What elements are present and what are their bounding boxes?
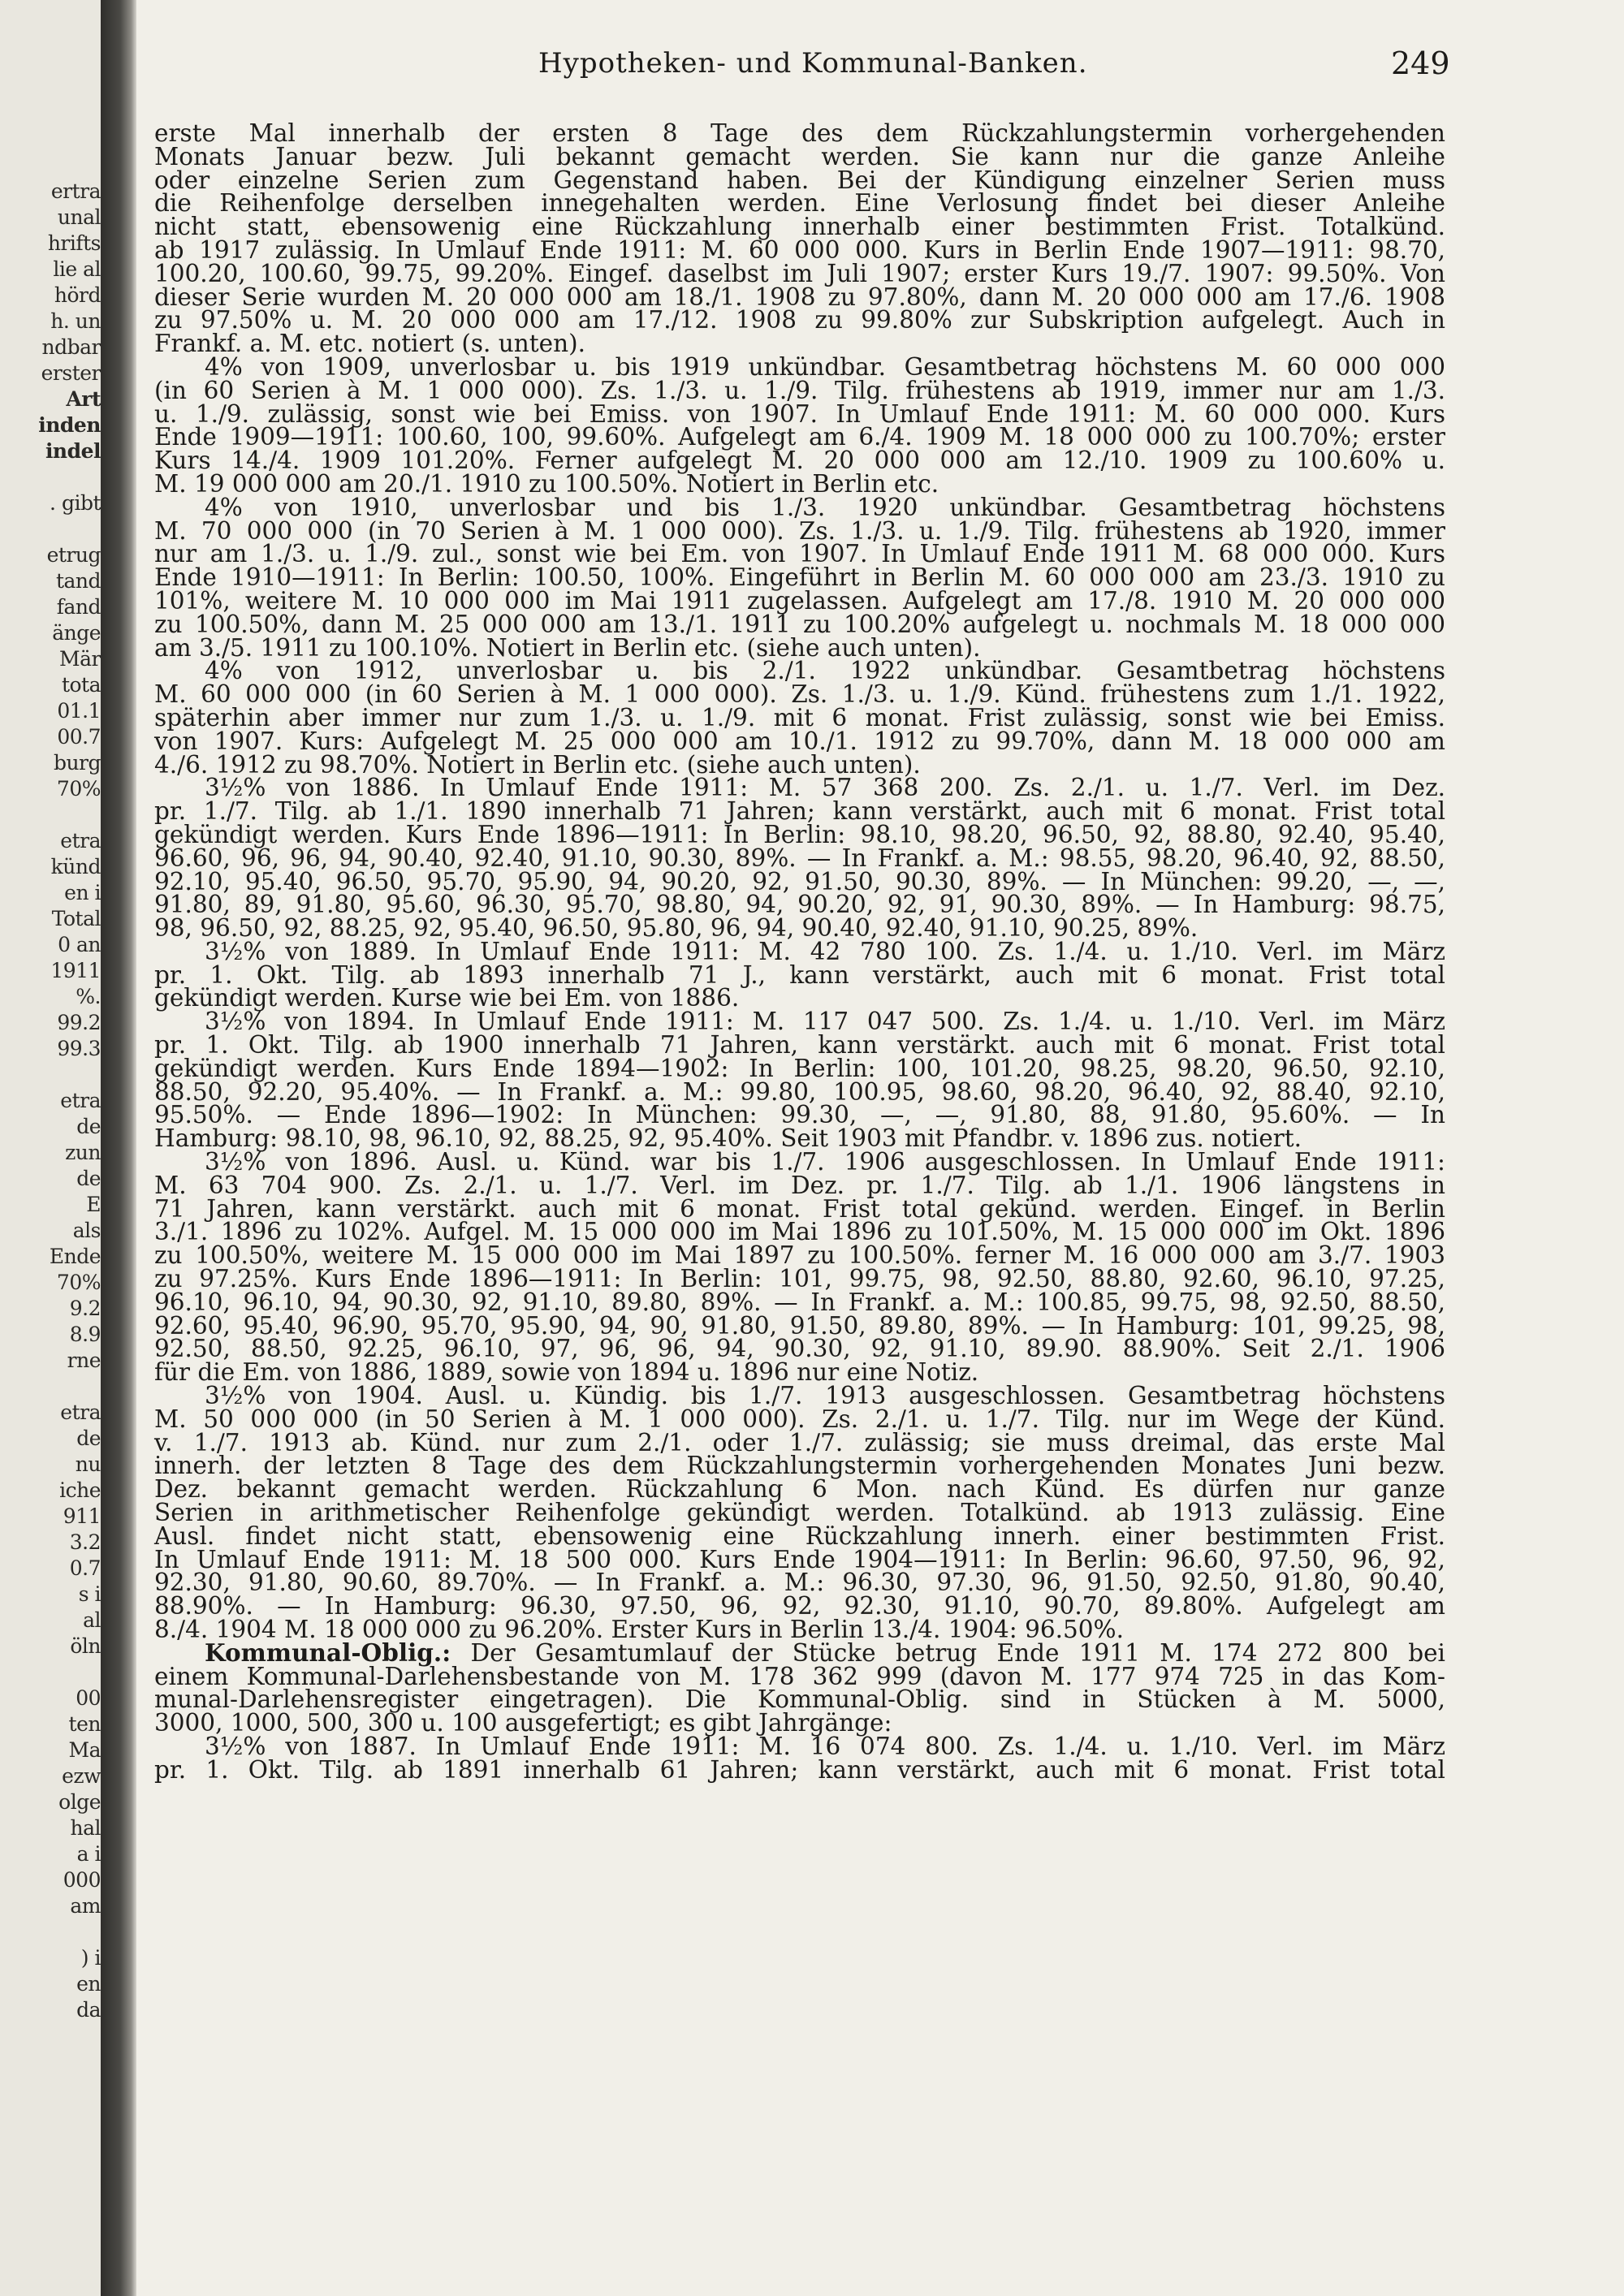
line-text: nur am 1./3. u. 1./9. zul., sonst wie bei Em. von 1907. In Umlauf Ende 1911 M. 68 000 000. Kurs (154, 540, 1445, 568)
text-line (154, 1337, 1445, 1361)
line-text: 4% von 1910, unverlosbar und bis 1./3. 1920 unkündbar. Gesamtbetrag höchstens (205, 493, 1445, 521)
line-text: erste Mal innerhalb der ersten 8 Tage des dem Rückzahlungstermin vorhergehenden (154, 119, 1445, 147)
left-page-fragment: nu (75, 1452, 101, 1476)
line-text: u. 1./9. zulässig, sonst wie bei Emiss. von 1907. In Umlauf Ende 1911: M. 60 000 000. Kurs (154, 399, 1445, 428)
text-line (154, 1103, 1445, 1127)
left-page-fragment: Art (66, 387, 101, 411)
line-text: am 3./5. 1911 zu 100.10%. Notiert in Berlin etc. (siehe auch unten). (154, 633, 981, 662)
left-page-fragment: iche (59, 1478, 101, 1502)
text-line (154, 1124, 1445, 1153)
text-line (154, 1428, 1445, 1457)
line-text: 4% von 1912, unverlosbar u. bis 2./1. 1922 unkündbar. Gesamtbetrag höchstens (205, 657, 1445, 685)
left-page-fragment: ) i (80, 1946, 101, 1970)
text-line (154, 893, 1445, 917)
line-text: Hamburg: 98.10, 98, 96.10, 92, 88.25, 92, 95.40%. Seit 1903 mit Pfandbr. v. 1896 zus. notiert. (154, 1124, 1302, 1153)
text-line (154, 1475, 1445, 1504)
left-page-fragment: 911 (63, 1504, 101, 1528)
left-page-fragment: h. un (50, 309, 101, 333)
line-text: 4./6. 1912 zu 98.70%. Notiert in Berlin etc. (siehe auch unten). (154, 750, 921, 779)
left-page-margin (0, 0, 101, 2296)
text-line (154, 633, 1445, 662)
text-line (154, 306, 1445, 334)
line-text: gekündigt werden. Kurse wie bei Em. von 1886. (154, 984, 740, 1012)
text-line (154, 844, 1445, 872)
left-page-fragment: 0 an (58, 933, 101, 956)
line-text: 100.20, 100.60, 99.75, 99.20%. Eingef. daselbst im Juli 1907; erster Kurs 19./7. 1907: 99.50%. Von (154, 259, 1445, 287)
left-page-fragment: zun (65, 1141, 101, 1164)
left-page-fragment: Ma (68, 1738, 101, 1762)
line-text: 3½% von 1894. In Umlauf Ende 1911: M. 117 047 500. Zs. 1./4. u. 1./10. Verl. im März (205, 1008, 1445, 1036)
text-line (154, 1358, 1445, 1387)
left-page-fragment: en i (64, 881, 101, 904)
text-line (154, 166, 1445, 194)
text-line (154, 119, 1445, 147)
line-text: späterhin aber immer nur zum 1./3. u. 1./9. mit 6 monat. Frist zulässig, sonst wie bei Emiss. (154, 703, 1445, 732)
left-page-fragment: Mär (59, 647, 101, 671)
left-page-fragment: inden (38, 413, 101, 437)
line-text: 4% von 1909, unverlosbar u. bis 1919 unkündbar. Gesamtbetrag höchstens M. 60 000 000 (205, 352, 1445, 381)
left-page-fragment: de (76, 1115, 101, 1138)
left-page-fragment: rne (67, 1349, 101, 1372)
left-page-fragment: 70% (56, 777, 101, 801)
body-text (154, 119, 1445, 1784)
text-line (154, 914, 1445, 943)
text-line (154, 189, 1445, 218)
text-line (154, 1241, 1445, 1270)
left-page-fragment: fand (56, 595, 101, 619)
line-text: M. 60 000 000 (in 60 Serien à M. 1 000 000). Zs. 1./3. u. 1./9. Künd. frühestens zum 1./1. 1922, (154, 680, 1445, 709)
book-gutter (101, 0, 136, 2296)
text-line (154, 960, 1445, 989)
text-line (154, 493, 1445, 521)
line-text: (in 60 Serien à M. 1 000 000). Zs. 1./3. u. 1./9. Tilg. frühestens ab 1919, immer nur am 1./3. (154, 376, 1445, 404)
left-page-fragment: s i (78, 1582, 101, 1606)
left-page-fragment: 70% (56, 1271, 101, 1294)
line-text: oder einzelne Serien zum Gegenstand haben. Bei der Kündigung einzelner Serien muss (154, 166, 1445, 194)
text-line (154, 542, 1445, 566)
left-page-fragment: ezw (62, 1764, 101, 1788)
left-page-fragment: 0.7 (69, 1556, 101, 1580)
line-text: gekündigt werden. Kurs Ende 1896—1911: In Berlin: 98.10, 98.20, 96.50, 92, 88.80, 92.40, 95.40, (154, 820, 1445, 848)
left-page-fragment: Ende (49, 1245, 101, 1268)
line-text: 92.10, 95.40, 96.50, 95.70, 95.90, 94, 90.20, 92, 91.50, 90.30, 89%. — In München: 99.20, —, —, (154, 867, 1445, 896)
left-page-fragment: etra (60, 1089, 101, 1112)
line-text: 3½% von 1887. In Umlauf Ende 1911: M. 16 074 800. Zs. 1./4. u. 1./10. Verl. im März (205, 1732, 1445, 1760)
text-line (154, 259, 1445, 287)
text-line (154, 1054, 1445, 1082)
line-text: ab 1917 zulässig. In Umlauf Ende 1911: M. 60 000 000. Kurs in Berlin Ende 1907—1911: 98.70, (154, 235, 1445, 264)
line-text: nicht statt, ebensowenig eine Rückzahlung innerhalb einer bestimmten Frist. Totalkünd. (154, 213, 1445, 241)
left-page-fragment: 01.1 (57, 699, 101, 723)
page-number: 249 (1391, 45, 1450, 81)
left-page-fragment: hal (70, 1816, 101, 1840)
left-page-fragment: etrug (46, 543, 101, 567)
text-line (154, 1150, 1445, 1174)
text-line (154, 1194, 1445, 1223)
line-text: Ende 1910—1911: In Berlin: 100.50, 100%. Eingeführt in Berlin M. 60 000 000 am 23./3. 1910 zu (154, 563, 1445, 592)
text-line (154, 563, 1445, 592)
line-text: pr. 1. Okt. Tilg. ab 1891 innerhalb 61 Jahren; kann verstärkt, auch mit 6 monat. Frist total (154, 1755, 1445, 1784)
left-page-fragment: de (76, 1167, 101, 1190)
text-line (154, 1031, 1445, 1060)
page (136, 0, 1624, 2296)
text-line (154, 1405, 1445, 1433)
left-page-fragment: öln (70, 1634, 101, 1658)
text-line (154, 1077, 1445, 1106)
text-line (154, 776, 1445, 800)
left-page-fragment: 00.7 (57, 725, 101, 749)
line-text: von 1907. Kurs: Aufgelegt M. 25 000 000 am 10./1. 1912 zu 99.70%, dann M. 18 000 000 am (154, 727, 1445, 755)
line-text: zu 97.50% u. M. 20 000 000 am 17./12. 1908 zu 99.80% zur Subskription aufgelegt. Auch in (154, 306, 1445, 334)
left-page-fragment: hrifts (47, 231, 101, 255)
text-line (154, 867, 1445, 896)
text-line (154, 1755, 1445, 1784)
line-text: 3½% von 1896. Ausl. u. Künd. war bis 1./7. 1906 ausgeschlossen. In Umlauf Ende 1911: (205, 1148, 1445, 1176)
text-line (154, 1288, 1445, 1316)
left-page-fragment: olge (58, 1790, 101, 1814)
left-page-fragment: de (76, 1426, 101, 1450)
text-line (154, 1592, 1445, 1621)
line-text: pr. 1./7. Tilg. ab 1./1. 1890 innerhalb 71 Jahren; kann verstärkt, auch mit 6 monat. Frist total (154, 797, 1445, 826)
left-page-fragment: Total (51, 907, 101, 930)
line-text: zu 97.25%. Kurs Ende 1896—1911: In Berlin: 101, 99.75, 98, 92.50, 88.80, 92.60, 96.10, 97.25, (154, 1265, 1445, 1293)
text-line (154, 1571, 1445, 1595)
text-line (154, 1220, 1445, 1244)
text-line (154, 797, 1445, 826)
left-page-fragment: etra (60, 1400, 101, 1424)
left-page-fragment: ertra (50, 179, 101, 203)
left-page-fragment: tota (61, 673, 101, 697)
line-text: 3½% von 1904. Ausl. u. Kündig. bis 1./7. 1913 ausgeschlossen. Gesamtbetrag höchstens (205, 1382, 1445, 1410)
line-text: 96.10, 96.10, 94, 90.30, 92, 91.10, 89.80, 89%. — In Frankf. a. M.: 100.85, 99.75, 98, 92.50, 88.50, (154, 1288, 1445, 1316)
line-text: 96.60, 96, 96, 94, 90.40, 92.40, 91.10, 90.30, 89%. — In Frankf. a. M.: 98.55, 98.20, 96.40, 92, 88.50, (154, 844, 1445, 872)
left-page-fragment: %. (76, 985, 101, 1008)
left-page-fragment: da (76, 1998, 101, 2022)
left-page-fragment: etra (60, 829, 101, 852)
left-page-fragment: ten (68, 1712, 101, 1736)
text-line (154, 516, 1445, 545)
text-line (154, 1311, 1445, 1340)
line-text: 88.50, 92.20, 95.40%. — In Frankf. a. M.: 99.80, 100.95, 98.60, 98.20, 96.40, 92, 88.40, 92.10, (154, 1077, 1445, 1106)
left-page-fragment: 000 (63, 1868, 101, 1892)
left-page-fragment: en (76, 1972, 101, 1996)
line-text: 95.50%. — Ende 1896—1902: In München: 99.30, —, —, 91.80, 88, 91.80, 95.60%. — In (154, 1101, 1445, 1129)
line-text: dieser Serie wurden M. 20 000 000 am 18./1. 1908 zu 97.80%, dann M. 20 000 000 am 17./6. 1908 (154, 283, 1445, 311)
left-page-fragment: tand (55, 569, 101, 593)
line-text: 92.30, 91.80, 90.60, 89.70%. — In Frankf. a. M.: 96.30, 97.30, 96, 91.50, 92.50, 91.80, 90.40, (154, 1569, 1445, 1597)
text-line (154, 750, 1445, 779)
line-text: Ende 1909—1911: 100.60, 100, 99.60%. Aufgelegt am 6./4. 1909 M. 18 000 000 zu 100.70%; erster (154, 423, 1445, 451)
text-line (154, 352, 1445, 381)
text-line (154, 283, 1445, 311)
left-page-fragment: hörd (54, 283, 101, 307)
line-text: 98, 96.50, 92, 88.25, 92, 95.40, 96.50, 95.80, 96, 94, 90.40, 92.40, 91.10, 90.25, 89%. (154, 914, 1199, 943)
left-page-fragment: a i (76, 1842, 101, 1866)
section-heading: Kommunal-Oblig.: (205, 1638, 451, 1667)
line-text: In Umlauf Ende 1911: M. 18 500 000. Kurs Ende 1904—1911: In Berlin: 96.60, 97.50, 96, 92, (154, 1545, 1445, 1573)
line-text: M. 50 000 000 (in 50 Serien à M. 1 000 000). Zs. 2./1. u. 1./7. Tilg. nur im Wege der Künd. (154, 1405, 1445, 1433)
left-page-fragment: indel (45, 439, 101, 463)
left-page-fragment: 99.2 (57, 1011, 101, 1034)
text-line (154, 215, 1445, 239)
line-text: 92.50, 88.50, 92.25, 96.10, 97, 96, 96, 94, 90.30, 92, 91.10, 89.90. 88.90%. Seit 2./1. 1906 (154, 1335, 1445, 1363)
text-line (154, 1010, 1445, 1034)
text-line (154, 1267, 1445, 1291)
text-line (154, 1384, 1445, 1408)
text-line (154, 235, 1445, 264)
left-page-fragment: al (83, 1608, 101, 1632)
line-text: 8./4. 1904 M. 18 000 000 zu 96.20%. Erster Kurs in Berlin 13./4. 1904: 96.50%. (154, 1616, 1124, 1643)
line-text: pr. 1. Okt. Tilg. ab 1893 innerhalb 71 J., kann verstärkt, auch mit 6 monat. Frist total (154, 960, 1445, 989)
line-text: Ausl. findet nicht statt, ebensowenig eine Rückzahlung innerh. einer bestimmten Frist. (154, 1521, 1445, 1550)
text-line (154, 399, 1445, 428)
text-line (154, 1685, 1445, 1714)
line-text: Der Gesamtumlauf der Stücke betrug Ende 1911 M. 174 272 800 bei (470, 1638, 1445, 1667)
text-line (154, 1454, 1445, 1478)
text-line (154, 1638, 1445, 1667)
left-page-fragment: 9.2 (69, 1297, 101, 1320)
left-page-fragment: burg (53, 751, 101, 775)
line-text: 101%, weitere M. 10 000 000 im Mai 1911 zugelassen. Aufgelegt am 17./8. 1910 M. 20 000 000 (154, 586, 1445, 615)
line-text: M. 19 000 000 am 20./1. 1910 zu 100.50%. Notiert in Berlin etc. (154, 469, 939, 498)
line-text: einem Kommunal-Darlehensbestande von M. 178 362 999 (davon M. 177 974 725 in das Kom- (154, 1662, 1445, 1690)
line-text: zu 100.50%, dann M. 25 000 000 am 13./1. 1911 zu 100.20% aufgelegt u. nochmals M. 18 000 000 (154, 610, 1445, 638)
text-line (154, 659, 1445, 683)
text-line (154, 986, 1445, 1010)
line-text: v. 1./7. 1913 ab. Künd. nur zum 2./1. oder 1./7. zulässig; sie muss dreimal, das erste Mal (154, 1428, 1445, 1457)
line-text: 91.80, 89, 91.80, 95.60, 96.30, 95.70, 98.80, 94, 90.20, 92, 91, 90.30, 89%. — In Hamburg: 98.75, (154, 891, 1445, 919)
text-line (154, 376, 1445, 404)
text-line (154, 425, 1445, 449)
line-text: zu 100.50%, weitere M. 15 000 000 im Mai 1897 zu 100.50%. ferner M. 16 000 000 am 3./7. 1903 (154, 1241, 1445, 1270)
left-page-fragment: als (72, 1219, 101, 1242)
left-page-fragment: 99.3 (57, 1037, 101, 1060)
left-page-fragment: erster (41, 361, 101, 385)
text-line (154, 703, 1445, 732)
text-line (154, 1171, 1445, 1199)
text-line (154, 610, 1445, 638)
line-text: gekündigt werden. Kurs Ende 1894—1902: In Berlin: 100, 101.20, 98.25, 98.20, 96.50, 92.10, (154, 1054, 1445, 1082)
left-page-fragment: änge (52, 621, 101, 645)
line-text: Dez. bekannt gemacht werden. Rückzahlung 6 Mon. nach Künd. Es dürfen nur ganze (154, 1475, 1445, 1504)
text-line (154, 449, 1445, 473)
text-line (154, 680, 1445, 709)
line-text: Frankf. a. M. etc. notiert (s. unten). (154, 330, 585, 358)
line-text: Serien in arithmetischer Reihenfolge gekündigt werden. Totalkünd. ab 1913 zulässig. Eine (154, 1499, 1445, 1527)
line-text: 3000, 1000, 500, 300 u. 100 ausgefertigt; es gibt Jahrgänge: (154, 1709, 892, 1737)
line-text: 3½% von 1886. In Umlauf Ende 1911: M. 57 368 200. Zs. 2./1. u. 1./7. Verl. im Dez. (205, 774, 1445, 802)
line-text: Monats Januar bezw. Juli bekannt gemacht werden. Sie kann nur die ganze Anleihe (154, 142, 1445, 170)
line-text: innerh. der letzten 8 Tage des dem Rückzahlungstermin vorhergehenden Monates Juni bezw. (154, 1452, 1445, 1480)
left-page-fragment: 00 (76, 1686, 101, 1710)
running-title: Hypotheken- und Kommunal-Banken. (538, 47, 1088, 80)
left-page-fragment: unal (57, 205, 101, 229)
line-text: 71 Jahren, kann verstärkt. auch mit 6 monat. Frist total gekünd. werden. Eingef. in Berlin (154, 1194, 1445, 1223)
text-line (154, 469, 1445, 498)
text-line (154, 1501, 1445, 1525)
text-line (154, 937, 1445, 965)
text-line (154, 1662, 1445, 1690)
line-text: die Reihenfolge derselben innegehalten werden. Eine Verlosung findet bei dieser Anleihe (154, 189, 1445, 218)
left-page-fragment: lie al (53, 257, 101, 281)
line-text: für die Em. von 1886, 1889, sowie von 1894 u. 1896 nur eine Notiz. (154, 1358, 979, 1387)
left-page-fragment: künd (50, 855, 101, 878)
left-page-fragment: E (86, 1193, 101, 1216)
line-text: 88.90%. — In Hamburg: 96.30, 97.50, 96, 92, 92.30, 91.10, 90.70, 89.80%. Aufgelegt am (154, 1592, 1445, 1621)
left-page-fragment: . gibt (50, 491, 101, 515)
line-text: Kurs 14./4. 1909 101.20%. Ferner aufgelegt M. 20 000 000 am 12./10. 1909 zu 100.60% u. (154, 447, 1445, 475)
text-line (154, 1711, 1445, 1735)
left-page-fragment: 3.2 (69, 1530, 101, 1554)
left-page-fragment: 8.9 (69, 1323, 101, 1346)
line-text: 92.60, 95.40, 96.90, 95.70, 95.90, 94, 90, 91.80, 91.50, 89.80, 89%. — In Hamburg: 101, 99.25, 98, (154, 1311, 1445, 1340)
left-page-fragment: 1911 (50, 959, 101, 982)
line-text: 3½% von 1889. In Umlauf Ende 1911: M. 42 780 100. Zs. 1./4. u. 1./10. Verl. im März (205, 937, 1445, 965)
line-text: munal-Darlehensregister eingetragen). Die Kommunal-Oblig. sind in Stücken à M. 5000, (154, 1685, 1445, 1714)
text-line (154, 820, 1445, 848)
left-page-fragment: am (70, 1894, 101, 1918)
left-page-fragment: ndbar (41, 335, 101, 359)
text-line (154, 1521, 1445, 1550)
text-line (154, 1732, 1445, 1760)
text-line (154, 332, 1445, 356)
text-line (154, 727, 1445, 755)
line-text: 3./1. 1896 zu 102%. Aufgel. M. 15 000 000 im Mai 1896 zu 101.50%, M. 15 000 000 im Okt. 1896 (154, 1218, 1445, 1246)
line-text: pr. 1. Okt. Tilg. ab 1900 innerhalb 71 Jahren, kann verstärkt. auch mit 6 monat. Frist total (154, 1031, 1445, 1060)
line-text: M. 70 000 000 (in 70 Serien à M. 1 000 000). Zs. 1./3. u. 1./9. Tilg. frühestens ab 1920, immer (154, 516, 1445, 545)
text-line (154, 142, 1445, 170)
text-line (154, 586, 1445, 615)
line-text: M. 63 704 900. Zs. 2./1. u. 1./7. Verl. im Dez. pr. 1./7. Tilg. ab 1./1. 1906 längstens in (154, 1171, 1445, 1199)
text-line (154, 1545, 1445, 1573)
